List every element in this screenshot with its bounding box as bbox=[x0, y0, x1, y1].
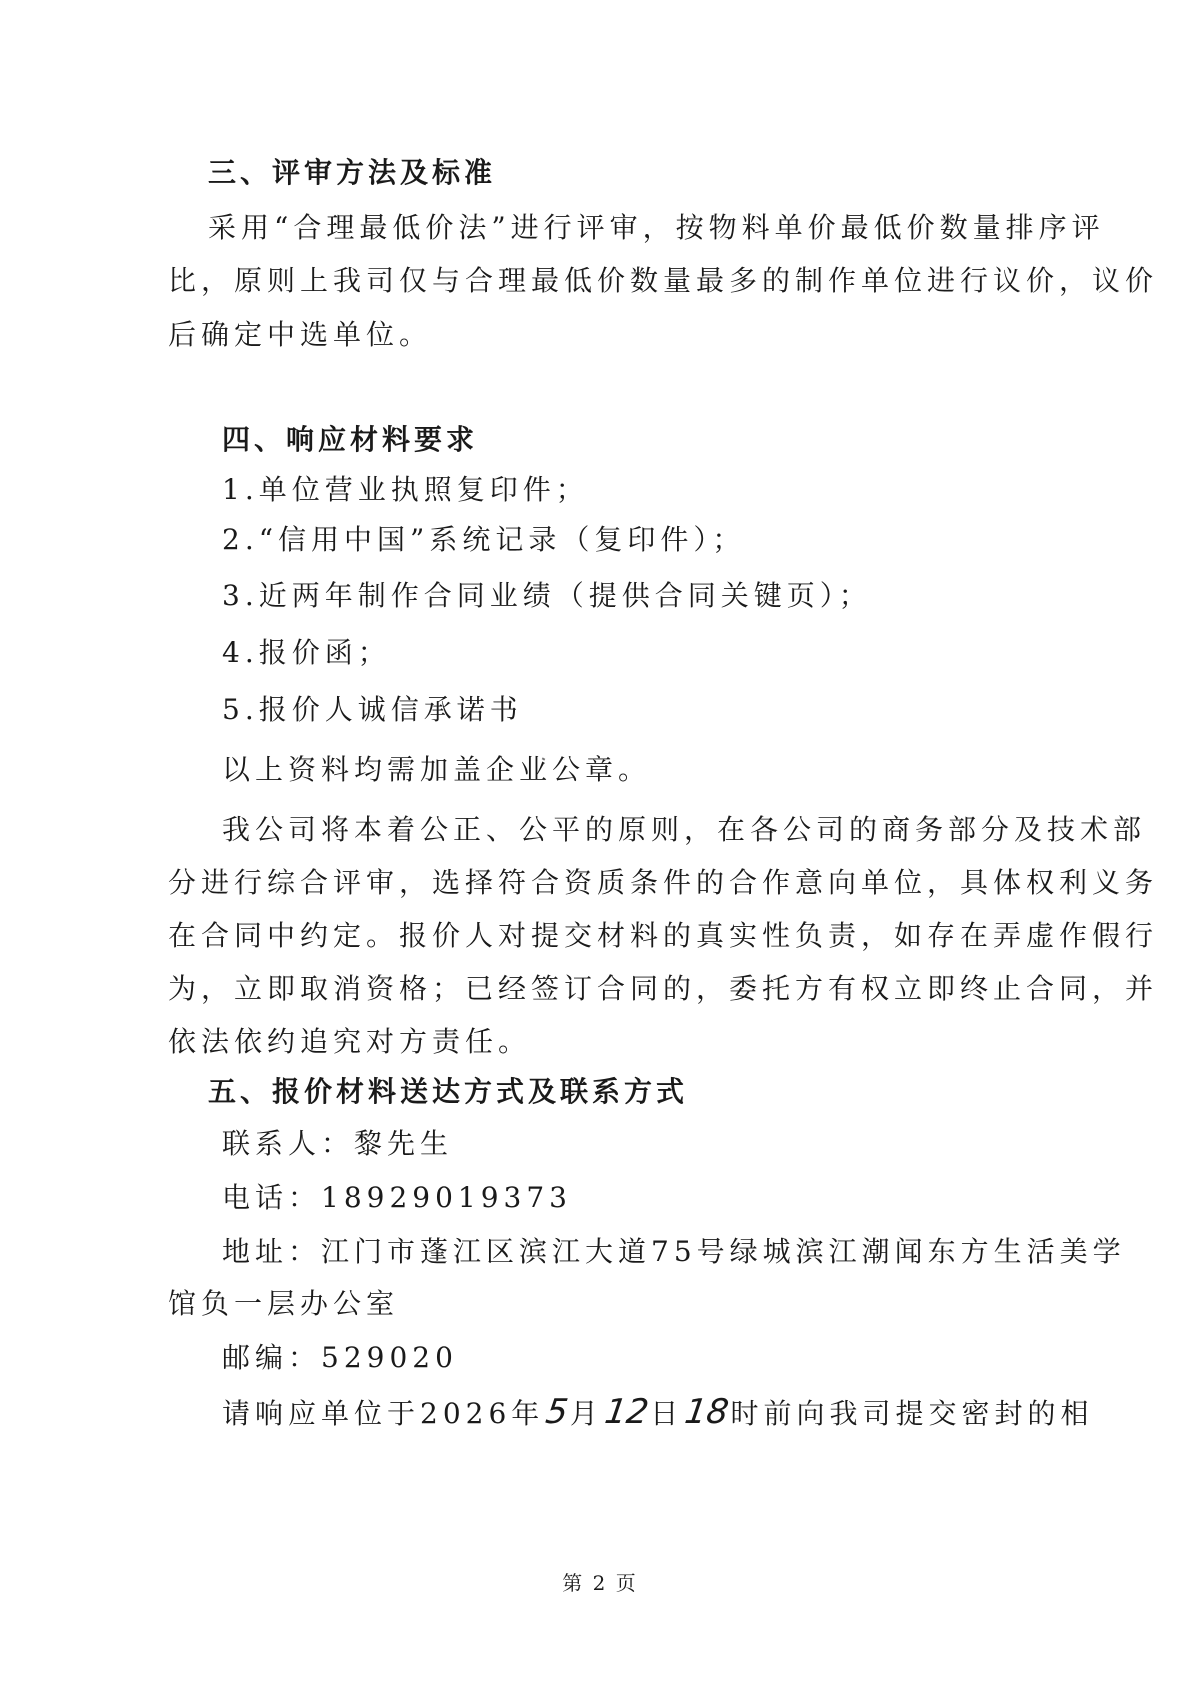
section-3-line-3: 后确定中选单位。 bbox=[168, 318, 433, 351]
handwritten-month: 5 bbox=[543, 1392, 571, 1432]
address-line-2: 馆负一层办公室 bbox=[168, 1287, 400, 1320]
evaluation-paragraph-line-1: 我公司将本着公正、公平的原则，在各公司的商务部分及技术部 bbox=[222, 813, 1147, 846]
deadline-prefix: 请响应单位于2026年 bbox=[222, 1397, 545, 1430]
handwritten-day: 12 bbox=[602, 1392, 651, 1432]
deadline-sentence bbox=[222, 1392, 1093, 1434]
page-number-footer: 第 2 页 bbox=[562, 1571, 638, 1595]
evaluation-paragraph-line-2: 分进行综合评审，选择符合资质条件的合作意向单位，具体权利义务 bbox=[168, 866, 1159, 899]
contact-phone: 电话：18929019373 bbox=[222, 1181, 572, 1214]
evaluation-paragraph-line-5: 依法依约追究对方责任。 bbox=[168, 1025, 532, 1058]
section-3-heading: 三、评审方法及标准 bbox=[208, 156, 497, 189]
section-4-heading: 四、响应材料要求 bbox=[222, 423, 479, 456]
stamp-requirement-note: 以上资料均需加盖企业公章。 bbox=[222, 753, 652, 786]
deadline-day-unit: 日 bbox=[650, 1397, 684, 1430]
section-5-heading: 五、报价材料送达方式及联系方式 bbox=[208, 1075, 689, 1108]
deadline-month-unit: 月 bbox=[569, 1397, 603, 1430]
requirement-item-3: 3.近两年制作合同业绩（提供合同关键页）； bbox=[222, 579, 872, 612]
requirement-item-4: 4.报价函； bbox=[222, 636, 391, 669]
contact-person: 联系人：黎先生 bbox=[222, 1127, 454, 1160]
evaluation-paragraph-line-3: 在合同中约定。报价人对提交材料的真实性负责，如存在弄虚作假行 bbox=[168, 919, 1159, 952]
evaluation-paragraph-line-4: 为，立即取消资格；已经签订合同的，委托方有权立即终止合同，并 bbox=[168, 972, 1159, 1005]
postcode: 邮编：529020 bbox=[222, 1341, 458, 1374]
deadline-suffix: 时前向我司提交密封的相 bbox=[730, 1397, 1094, 1430]
requirement-item-5: 5.报价人诚信承诺书 bbox=[222, 693, 523, 726]
section-3-line-2: 比，原则上我司仅与合理最低价数量最多的制作单位进行议价，议价 bbox=[168, 264, 1159, 297]
section-3-line-1: 采用“合理最低价法”进行评审，按物料单价最低价数量排序评 bbox=[208, 211, 1105, 244]
handwritten-hour: 18 bbox=[682, 1392, 732, 1432]
address-line-1: 地址：江门市蓬江区滨江大道75号绿城滨江潮闻东方生活美学 bbox=[222, 1235, 1126, 1268]
requirement-item-2: 2.“信用中国”系统记录（复印件）； bbox=[222, 523, 746, 556]
requirement-item-1: 1.单位营业执照复印件； bbox=[222, 473, 589, 506]
